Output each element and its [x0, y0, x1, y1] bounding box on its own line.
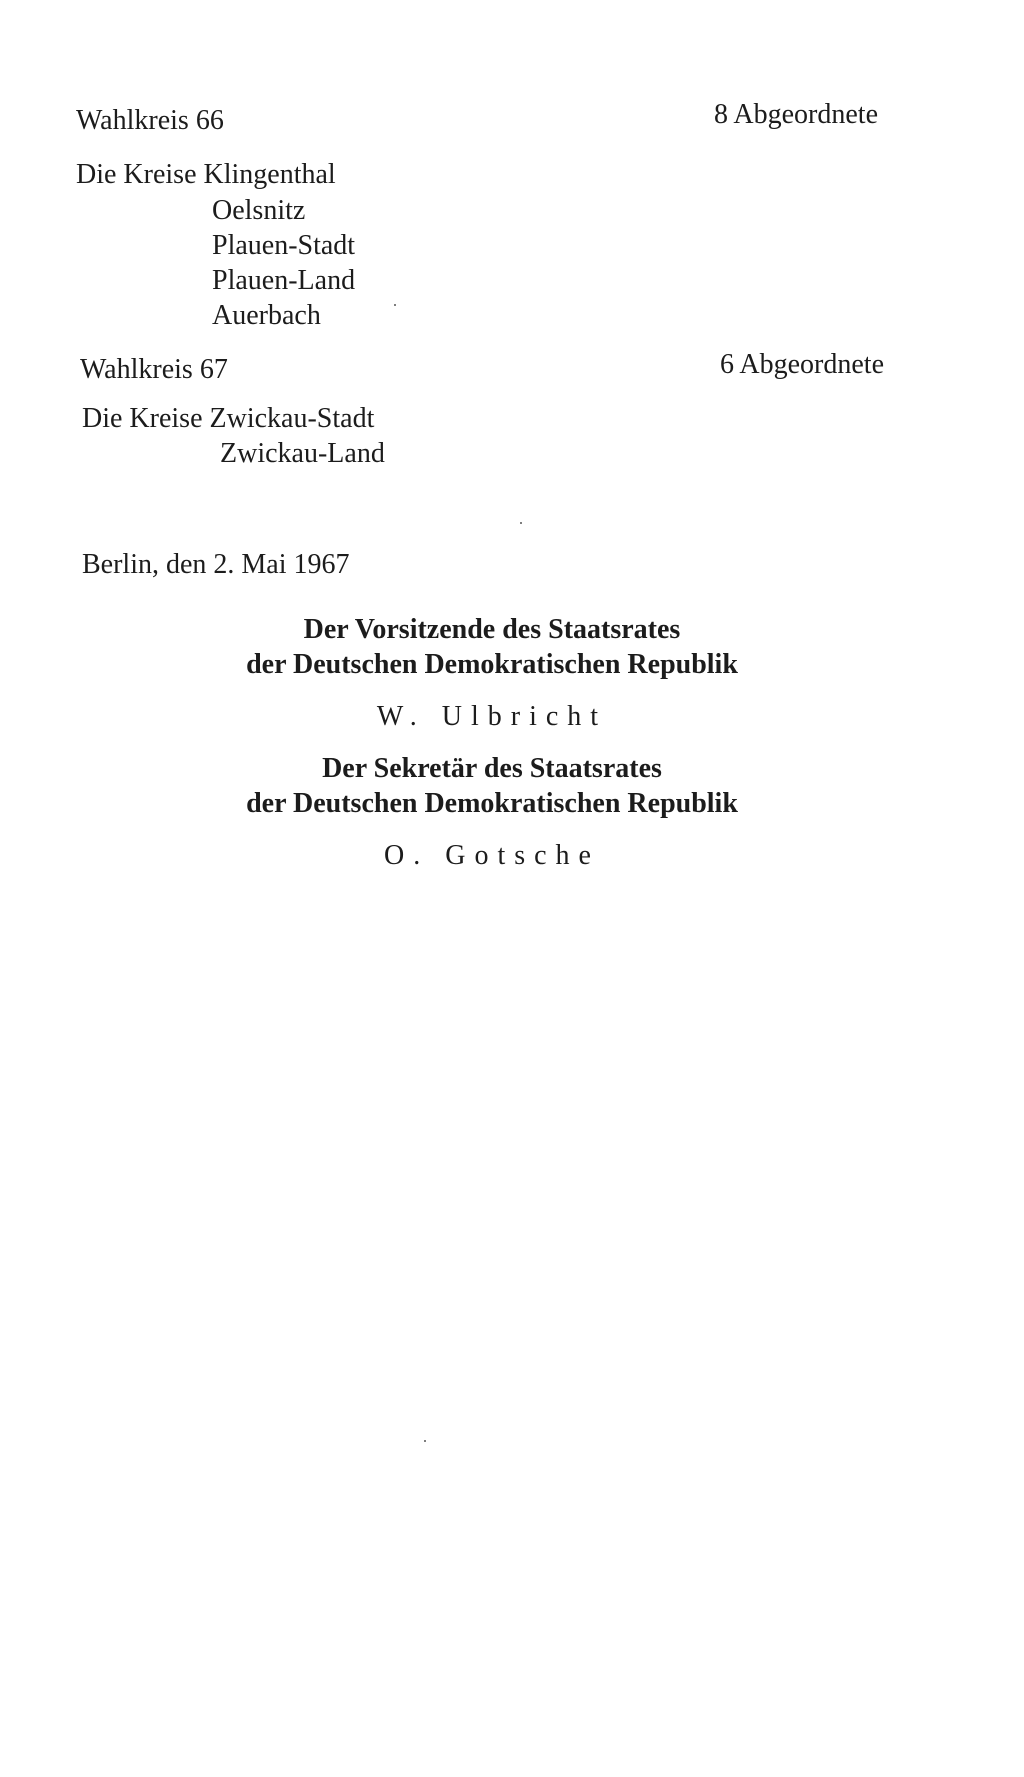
constituency-67-district: Die Kreise Zwickau-Stadt — [82, 403, 375, 434]
scan-speck — [520, 522, 522, 524]
signatory-title-line2: der Deutschen Demokratischen Republik — [246, 649, 738, 680]
constituency-67-district: Zwickau-Land — [220, 438, 385, 469]
signatory-title-line2: der Deutschen Demokratischen Republik — [246, 788, 738, 819]
date-line: Berlin, den 2. Mai 1967 — [82, 549, 350, 580]
constituency-66-district: Oelsnitz — [212, 195, 306, 226]
constituency-66-district: Auerbach — [212, 300, 321, 331]
signatory-name: O. Gotsche — [384, 840, 600, 871]
constituency-66-heading: Wahlkreis 66 — [76, 105, 224, 136]
signatory-title-line1: Der Sekretär des Staatsrates — [322, 753, 662, 784]
constituency-66-district: Die Kreise Klingenthal — [76, 159, 336, 190]
constituency-66-seats: 8 Abgeordnete — [713, 99, 878, 130]
constituency-67-heading: Wahlkreis 67 — [80, 354, 228, 385]
signatory-title-line1: Der Vorsitzende des Staatsrates — [303, 614, 681, 645]
scan-speck — [424, 1440, 426, 1442]
constituency-67-seats: 6 Abgeordnete — [719, 349, 884, 380]
constituency-66-district: Plauen-Stadt — [212, 230, 356, 261]
scan-speck — [394, 304, 396, 306]
signatory-name: W. Ulbricht — [376, 701, 608, 732]
constituency-66-district: Plauen-Land — [212, 265, 356, 296]
